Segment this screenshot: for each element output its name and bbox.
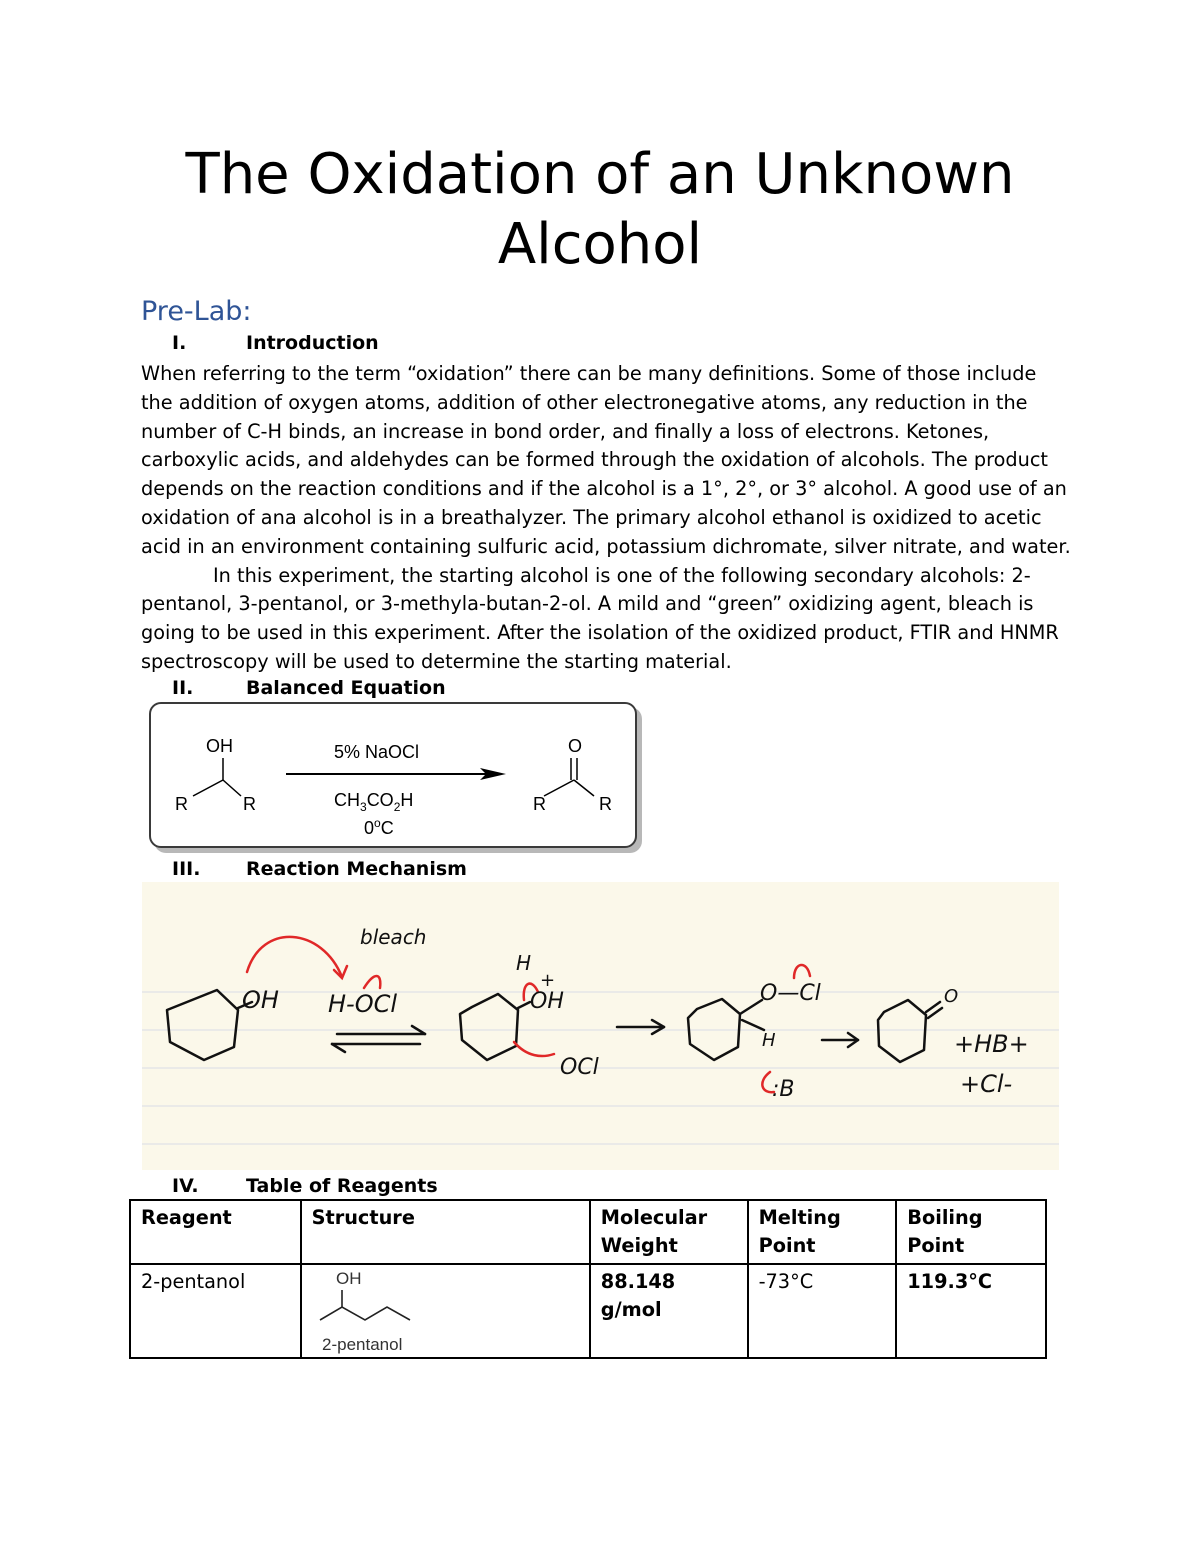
- curved-arrow: [794, 965, 810, 978]
- cyclohexane-ring: [878, 1000, 926, 1062]
- header-boiling-point: Boiling Point: [896, 1200, 1046, 1264]
- intro-line: In this experiment, the starting alcohol is one of the following secondary alcohols: 2-: [213, 563, 1031, 587]
- table-header-row: [130, 1200, 1046, 1264]
- reagent-bottom-label: $CH_3CO_2H$: [334, 790, 414, 814]
- intro-line: When referring to the term “oxidation” there can be many definitions. Some of those include: [141, 362, 1037, 385]
- structure-oh-label: OH: [335, 1269, 362, 1288]
- title-line-2: Alcohol: [497, 212, 703, 277]
- cyclohexane-ring: [460, 994, 518, 1060]
- bond: [740, 1000, 762, 1014]
- base-label: :B: [772, 1077, 795, 1102]
- o-cl-label: O—Cl: [760, 981, 821, 1006]
- bond: [518, 1002, 530, 1008]
- balanced-equation-diagram: [151, 704, 635, 846]
- header-reagent: Reagent: [130, 1200, 301, 1264]
- section-equation-heading: [172, 677, 446, 699]
- curved-arrow: [247, 937, 342, 977]
- structure-caption: 2-pentanol: [321, 1335, 402, 1354]
- cell-boiling-point: 119.3°C: [896, 1264, 1046, 1358]
- intro-line: depends on the reaction conditions and if the alcohol is a 1°, 2°, or 3° alcohol. A good use of an: [141, 477, 1067, 501]
- table-row: [130, 1264, 1046, 1358]
- section-number: III.: [172, 858, 201, 880]
- prelab-heading: Pre-Lab:: [141, 296, 252, 327]
- carbonyl-o-label: O: [944, 986, 959, 1007]
- intro-line: oxidation of ana alcohol is in a breathalyzer. The primary alcohol ethanol is oxidized to acetic: [141, 505, 1042, 529]
- section-number: II.: [172, 677, 194, 699]
- section-reagents-heading: [172, 1175, 438, 1197]
- intro-line: acid in an environment containing sulfuric acid, potassium dichromate, silver nitrate, and water.: [141, 534, 1071, 558]
- reagent-top-label: 5% NaOCl: [334, 742, 420, 762]
- carbon-chain: [320, 1307, 410, 1320]
- bond: [223, 780, 241, 796]
- product-o-label: O: [568, 736, 583, 756]
- oxonium-oh-label: OH: [530, 989, 564, 1014]
- curved-arrow: [514, 1042, 554, 1056]
- bleach-label: bleach: [360, 925, 427, 949]
- reactant-r-right: R: [243, 794, 256, 814]
- reaction-mechanism-drawing: [142, 882, 1059, 1170]
- plus-label: +: [540, 970, 556, 991]
- title-line-1: The Oxidation of an Unknown: [185, 142, 1015, 207]
- section-number: IV.: [172, 1175, 199, 1197]
- h-label: H: [762, 1030, 776, 1051]
- cl-minus-label: +Cl-: [960, 1070, 1013, 1098]
- product-r-right: R: [599, 794, 612, 814]
- header-structure: Structure: [301, 1200, 590, 1264]
- intro-line: carboxylic acids, and aldehydes can be formed through the oxidation of alcohols. The product: [141, 448, 1048, 472]
- pentanol-structure: [312, 1268, 462, 1354]
- bond: [193, 780, 223, 796]
- intro-line: spectroscopy will be used to determine the starting material.: [141, 649, 732, 673]
- document-title: [0, 140, 1200, 280]
- hb-plus-label: +HB+: [954, 1030, 1029, 1058]
- bond: [742, 1020, 764, 1030]
- bond: [574, 780, 594, 796]
- header-molecular-weight: Molecular Weight: [590, 1200, 748, 1264]
- balanced-equation-box: [149, 702, 637, 848]
- section-label: Reaction Mechanism: [246, 858, 467, 880]
- product-r-left: R: [533, 794, 546, 814]
- section-label: Table of Reagents: [246, 1175, 438, 1197]
- cell-reagent: 2-pentanol: [130, 1264, 301, 1358]
- section-label: Balanced Equation: [246, 677, 446, 699]
- intro-line: pentanol, 3-pentanol, or 3-methyla-butan-2-ol. A mild and “green” oxidizing agent, bleach is: [141, 592, 1034, 616]
- introduction-paragraph: [141, 360, 1071, 677]
- mechanism-svg: [142, 882, 1059, 1170]
- intro-line: the addition of oxygen atoms, addition of other electronegative atoms, any reduction in the: [141, 390, 1028, 414]
- oh-label: OH: [242, 986, 279, 1014]
- intro-line: number of C-H binds, an increase in bond order, and finally a loss of electrons. Ketones,: [141, 419, 990, 443]
- temperature-label: 0$^o$C: [364, 816, 394, 838]
- section-mechanism-heading: [172, 858, 467, 880]
- section-number: I.: [172, 332, 187, 354]
- bond: [544, 780, 574, 796]
- h-label: H: [516, 951, 532, 975]
- hocl-label: H-OCl: [328, 990, 398, 1018]
- hypochlorite-label: OCl: [560, 1055, 599, 1080]
- section-label: Introduction: [246, 332, 379, 354]
- cell-molecular-weight: 88.148 g/mol: [590, 1264, 748, 1358]
- cell-structure: [301, 1264, 590, 1358]
- header-melting-point: Melting Point: [748, 1200, 897, 1264]
- curved-arrow: [364, 976, 380, 988]
- section-introduction-heading: [172, 332, 379, 354]
- reactant-r-left: R: [175, 794, 188, 814]
- cell-melting-point: -73°C: [748, 1264, 897, 1358]
- reagents-table: [129, 1199, 1047, 1359]
- cyclohexane-ring: [167, 990, 238, 1060]
- reactant-oh-label: OH: [206, 736, 233, 756]
- intro-line: going to be used in this experiment. After the isolation of the oxidized product, FTIR and HNMR: [141, 621, 1059, 645]
